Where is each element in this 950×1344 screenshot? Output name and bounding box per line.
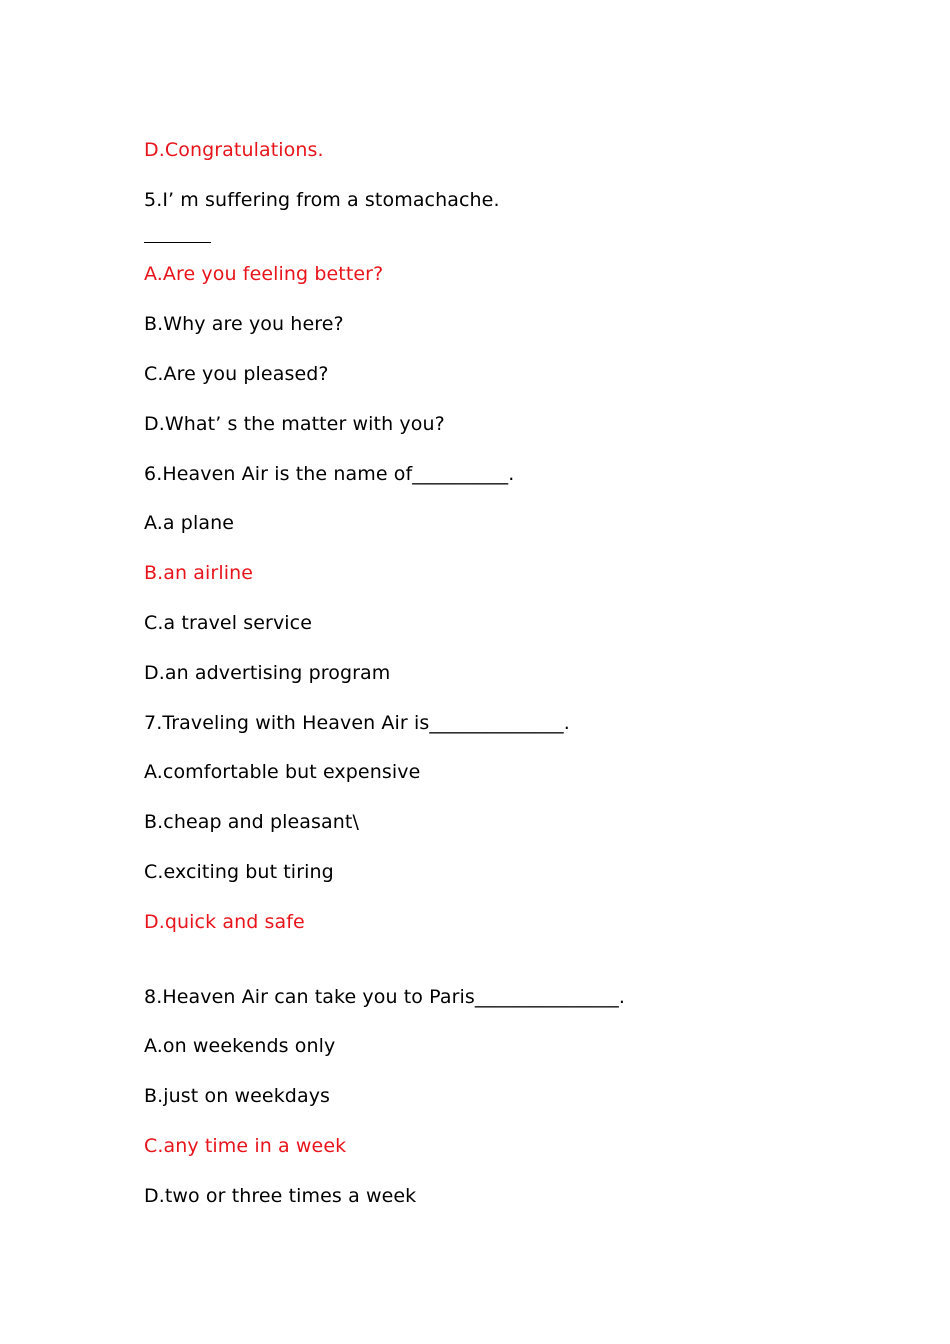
q6-option-c: C.a travel service	[144, 612, 313, 634]
question-6: 6.Heaven Air is the name of__________.	[144, 463, 515, 485]
q5-option-c: C.Are you pleased?	[144, 363, 329, 385]
q6-option-d: D.an advertising program	[144, 662, 391, 684]
q4-option-d-answer: D.Congratulations.	[144, 139, 324, 161]
q5-option-a-answer: A.Are you feeling better?	[144, 263, 384, 285]
q5-option-d: D.What’ s the matter with you?	[144, 413, 445, 435]
question-5: 5.I’ m suffering from a stomachache.	[144, 189, 500, 211]
q7-option-b: B.cheap and pleasant\	[144, 811, 359, 833]
q8-option-d: D.two or three times a week	[144, 1185, 417, 1207]
q8-option-a: A.on weekends only	[144, 1035, 336, 1057]
q7-option-a: A.comfortable but expensive	[144, 761, 421, 783]
q7-option-c: C.exciting but tiring	[144, 861, 334, 883]
q8-option-c-answer: C.any time in a week	[144, 1135, 347, 1157]
q6-option-b-answer: B.an airline	[144, 562, 254, 584]
q8-option-b: B.just on weekdays	[144, 1085, 331, 1107]
question-7: 7.Traveling with Heaven Air is______________.	[144, 712, 570, 734]
question-8: 8.Heaven Air can take you to Paris_______________.	[144, 986, 626, 1008]
q6-option-a: A.a plane	[144, 512, 234, 534]
q5-option-b: B.Why are you here?	[144, 313, 344, 335]
q7-option-d-answer: D.quick and safe	[144, 911, 305, 933]
answer-blank-line	[144, 242, 211, 243]
